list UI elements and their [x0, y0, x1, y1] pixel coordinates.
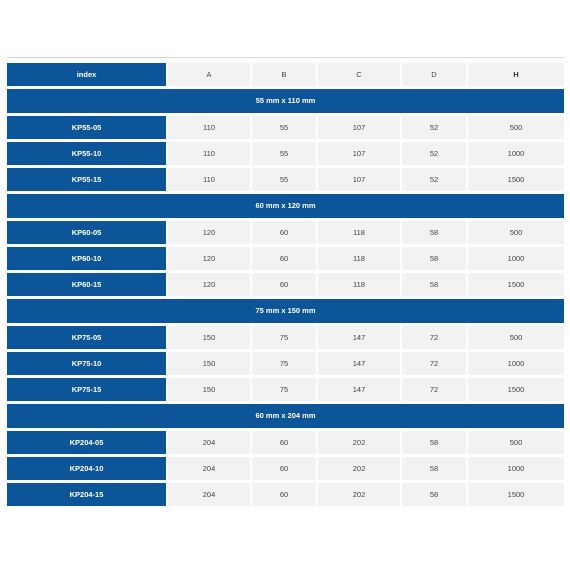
index-cell: KP60-15 — [7, 273, 166, 296]
h-cell: 1500 — [466, 378, 564, 401]
table-row — [7, 273, 564, 296]
a-cell: 204 — [166, 483, 250, 506]
h-cell: 500 — [466, 221, 564, 244]
a-cell: 110 — [166, 142, 250, 165]
a-cell: 120 — [166, 247, 250, 270]
a-cell: 204 — [166, 431, 250, 454]
c-cell: 202 — [316, 431, 400, 454]
index-cell: KP55-10 — [7, 142, 166, 165]
b-cell: 75 — [250, 352, 316, 375]
table-row — [7, 221, 564, 244]
group-header-row — [7, 299, 564, 323]
c-cell: 107 — [316, 142, 400, 165]
h-cell: 1000 — [466, 247, 564, 270]
a-cell: 110 — [166, 168, 250, 191]
b-cell: 60 — [250, 247, 316, 270]
table-row — [7, 457, 564, 480]
a-cell: 120 — [166, 273, 250, 296]
table-row — [7, 168, 564, 191]
h-cell: 1500 — [466, 168, 564, 191]
group-header-row — [7, 404, 564, 428]
index-cell: KP75-05 — [7, 326, 166, 349]
h-cell: 500 — [466, 431, 564, 454]
b-cell: 75 — [250, 326, 316, 349]
d-cell: 58 — [400, 247, 466, 270]
c-cell: 202 — [316, 457, 400, 480]
index-cell: KP204-05 — [7, 431, 166, 454]
table-top-rule — [7, 57, 564, 58]
index-cell: KP55-15 — [7, 168, 166, 191]
index-cell: KP75-10 — [7, 352, 166, 375]
b-cell: 60 — [250, 483, 316, 506]
header-b: B — [250, 63, 316, 86]
index-cell: KP55-05 — [7, 116, 166, 139]
d-cell: 58 — [400, 273, 466, 296]
b-cell: 55 — [250, 116, 316, 139]
c-cell: 107 — [316, 168, 400, 191]
a-cell: 120 — [166, 221, 250, 244]
b-cell: 60 — [250, 431, 316, 454]
d-cell: 52 — [400, 116, 466, 139]
index-cell: KP60-05 — [7, 221, 166, 244]
a-cell: 204 — [166, 457, 250, 480]
header-h: H — [466, 63, 564, 86]
b-cell: 60 — [250, 273, 316, 296]
group-header-row — [7, 194, 564, 218]
d-cell: 72 — [400, 326, 466, 349]
group-title: 60 mm x 204 mm — [7, 404, 564, 428]
a-cell: 110 — [166, 116, 250, 139]
a-cell: 150 — [166, 326, 250, 349]
table-row — [7, 116, 564, 139]
header-a: A — [166, 63, 250, 86]
h-cell: 1000 — [466, 352, 564, 375]
a-cell: 150 — [166, 352, 250, 375]
group-header-row — [7, 89, 564, 113]
b-cell: 55 — [250, 142, 316, 165]
d-cell: 58 — [400, 431, 466, 454]
group-title: 60 mm x 120 mm — [7, 194, 564, 218]
c-cell: 118 — [316, 221, 400, 244]
table-row — [7, 483, 564, 506]
h-cell: 500 — [466, 116, 564, 139]
header-index: index — [7, 63, 166, 86]
d-cell: 52 — [400, 168, 466, 191]
a-cell: 150 — [166, 378, 250, 401]
c-cell: 118 — [316, 273, 400, 296]
header-row — [7, 63, 564, 86]
d-cell: 72 — [400, 378, 466, 401]
table-row — [7, 142, 564, 165]
h-cell: 500 — [466, 326, 564, 349]
d-cell: 58 — [400, 221, 466, 244]
table-row — [7, 431, 564, 454]
d-cell: 58 — [400, 457, 466, 480]
b-cell: 60 — [250, 221, 316, 244]
index-cell: KP60-10 — [7, 247, 166, 270]
product-spec-table — [7, 60, 564, 509]
header-d: D — [400, 63, 466, 86]
index-cell: KP75-15 — [7, 378, 166, 401]
group-title: 55 mm x 110 mm — [7, 89, 564, 113]
table-row — [7, 378, 564, 401]
h-cell: 1500 — [466, 483, 564, 506]
c-cell: 202 — [316, 483, 400, 506]
index-cell: KP204-10 — [7, 457, 166, 480]
c-cell: 107 — [316, 116, 400, 139]
b-cell: 75 — [250, 378, 316, 401]
group-title: 75 mm x 150 mm — [7, 299, 564, 323]
b-cell: 55 — [250, 168, 316, 191]
header-c: C — [316, 63, 400, 86]
c-cell: 147 — [316, 352, 400, 375]
c-cell: 147 — [316, 326, 400, 349]
table-row — [7, 247, 564, 270]
h-cell: 1000 — [466, 457, 564, 480]
c-cell: 118 — [316, 247, 400, 270]
c-cell: 147 — [316, 378, 400, 401]
d-cell: 52 — [400, 142, 466, 165]
table-row — [7, 326, 564, 349]
h-cell: 1500 — [466, 273, 564, 296]
index-cell: KP204-15 — [7, 483, 166, 506]
d-cell: 72 — [400, 352, 466, 375]
h-cell: 1000 — [466, 142, 564, 165]
table-row — [7, 352, 564, 375]
d-cell: 58 — [400, 483, 466, 506]
b-cell: 60 — [250, 457, 316, 480]
